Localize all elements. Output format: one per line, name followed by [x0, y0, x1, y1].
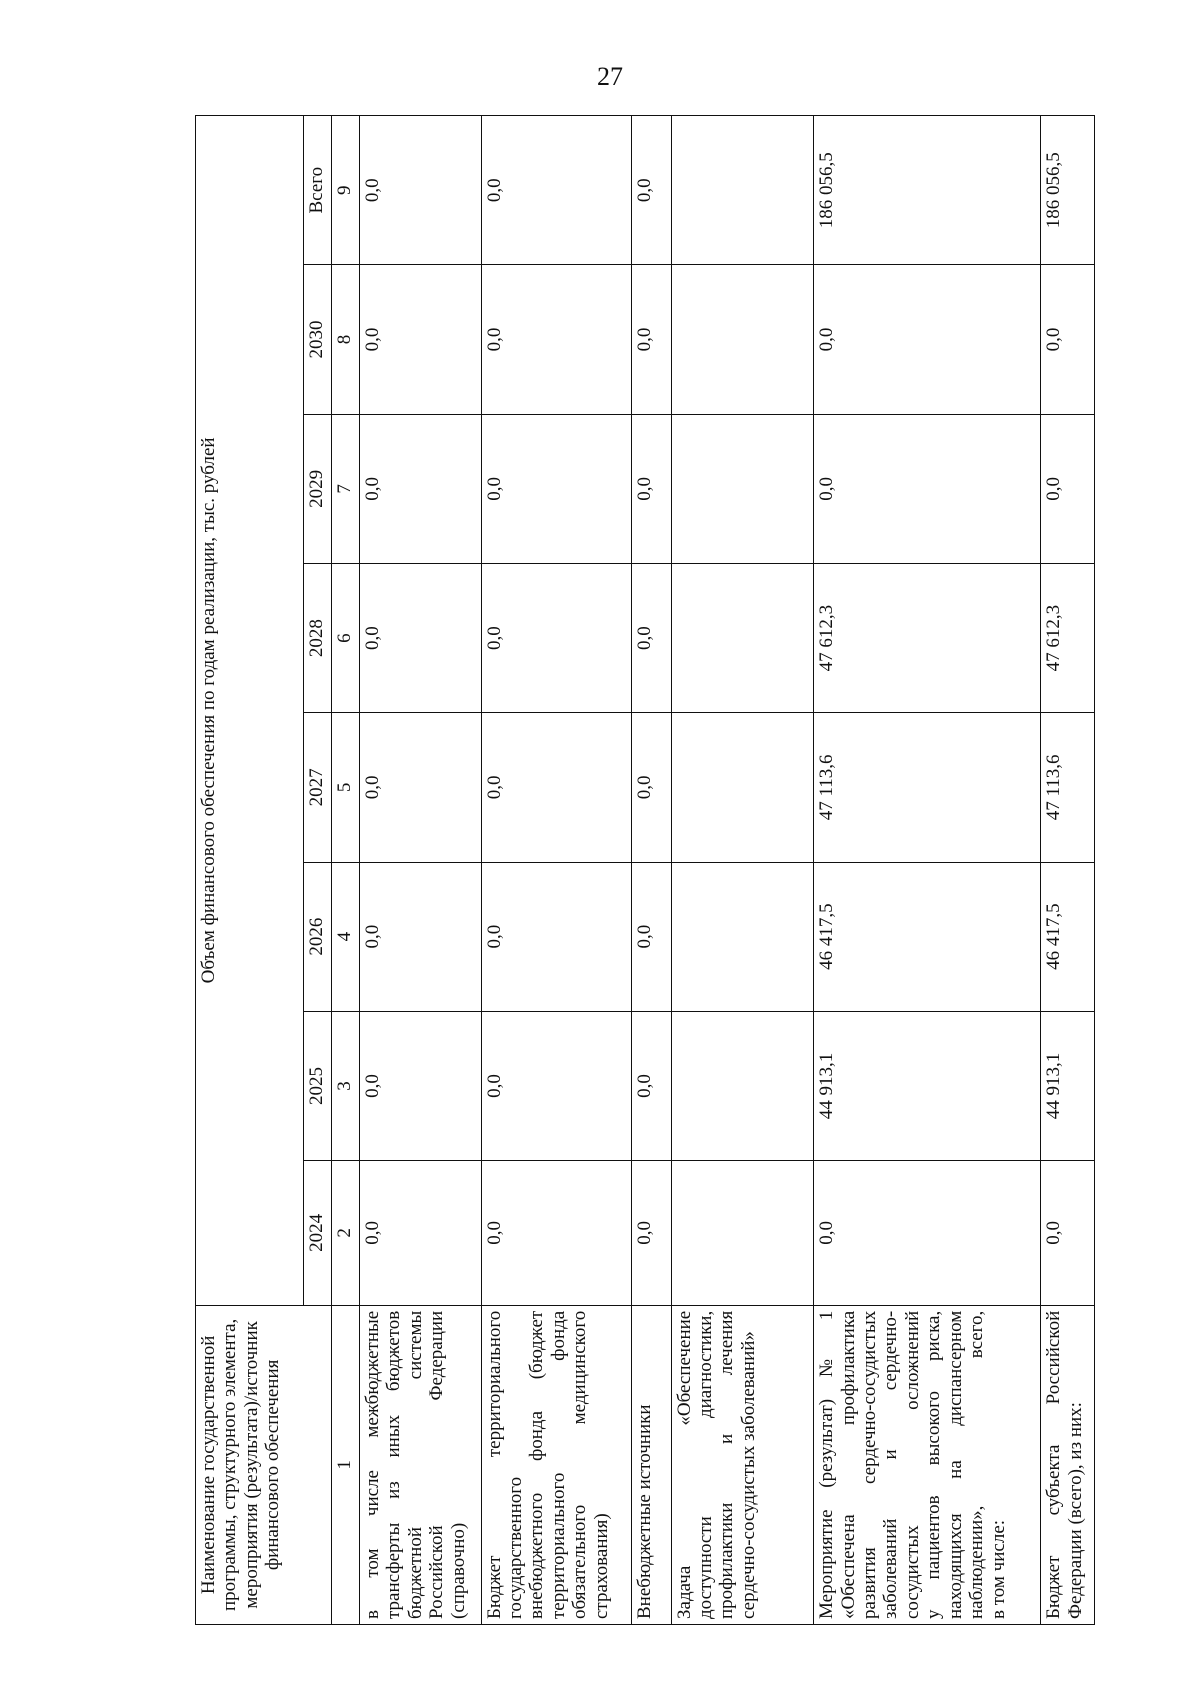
financing-table — [195, 115, 1095, 1625]
row-name-line: Задача «Обеспечение — [673, 1310, 695, 1619]
row-name-line: Российской Федерации — [426, 1310, 448, 1619]
table-body — [196, 116, 1095, 1625]
year-value-cell: 0,0 — [359, 563, 481, 712]
year-value-cell — [671, 563, 814, 712]
year-value-cell: 0,0 — [814, 414, 1041, 563]
year-value-cell: 0,0 — [1041, 265, 1095, 414]
row-name-line: Внебюджетные источники — [634, 1404, 656, 1619]
row-name-line: профилактики и лечения — [716, 1310, 738, 1619]
year-header: 2026 — [304, 862, 332, 1011]
column-number: 3 — [332, 1011, 359, 1160]
table-row — [671, 116, 814, 1625]
row-name-line: Федерации (всего), из них: — [1064, 1402, 1086, 1619]
row-name-cell — [814, 1305, 1041, 1624]
row-name-line: Мероприятие (результат) № 1 — [816, 1310, 838, 1619]
year-value-cell: 0,0 — [632, 862, 671, 1011]
page-number: 27 — [597, 62, 623, 91]
year-value-cell: 0,0 — [632, 1011, 671, 1160]
year-value-cell: 46 417,5 — [1041, 862, 1095, 1011]
row-name-line: находящихся на диспансерном — [944, 1310, 966, 1619]
row-name-cell — [632, 1305, 671, 1624]
row-name-line: трансферты из иных бюджетов — [383, 1310, 405, 1619]
row-name-line: в том числе межбюджетные — [361, 1310, 383, 1619]
year-header: 2027 — [304, 713, 332, 862]
column-number: 4 — [332, 862, 359, 1011]
total-value-cell: 0,0 — [359, 116, 481, 265]
table-row — [481, 116, 632, 1625]
year-header: 2025 — [304, 1011, 332, 1160]
year-value-cell: 0,0 — [814, 265, 1041, 414]
row-name-cell — [671, 1305, 814, 1624]
year-value-cell: 0,0 — [359, 1011, 481, 1160]
row-name-cell — [481, 1305, 632, 1624]
year-value-cell: 0,0 — [359, 713, 481, 862]
year-value-cell: 0,0 — [632, 563, 671, 712]
row-name-line: заболеваний и сердечно- — [880, 1310, 902, 1619]
year-value-cell: 0,0 — [481, 414, 632, 563]
total-value-cell: 186 056,5 — [1041, 116, 1095, 265]
total-value-cell: 186 056,5 — [814, 116, 1041, 265]
column-number: 6 — [332, 563, 359, 712]
year-value-cell: 0,0 — [632, 414, 671, 563]
year-header: 2024 — [304, 1161, 332, 1306]
year-value-cell: 0,0 — [481, 265, 632, 414]
year-value-cell: 0,0 — [359, 862, 481, 1011]
total-header: Всего — [304, 116, 332, 265]
row-name-line: сосудистых осложнений — [901, 1310, 923, 1619]
header-row — [196, 116, 304, 1625]
column-number: 8 — [332, 265, 359, 414]
year-value-cell — [671, 713, 814, 862]
year-value-cell: 0,0 — [814, 1161, 1041, 1306]
table-row — [1041, 116, 1095, 1625]
year-header: 2029 — [304, 414, 332, 563]
row-name-cell — [359, 1305, 481, 1624]
year-value-cell: 47 113,6 — [1041, 713, 1095, 862]
row-name-line: (справочно) — [447, 1522, 469, 1619]
year-value-cell: 47 612,3 — [814, 563, 1041, 712]
year-value-cell: 0,0 — [1041, 1161, 1095, 1306]
row-name-line: внебюджетного фонда (бюджет — [526, 1310, 548, 1619]
row-name-line: территориального фонда — [547, 1310, 569, 1619]
year-value-cell: 46 417,5 — [814, 862, 1041, 1011]
year-value-cell: 0,0 — [1041, 414, 1095, 563]
year-value-cell: 0,0 — [481, 1161, 632, 1306]
row-name-line: доступности диагностики, — [694, 1310, 716, 1619]
year-value-cell: 0,0 — [359, 265, 481, 414]
year-value-cell: 0,0 — [481, 1011, 632, 1160]
year-value-cell — [671, 862, 814, 1011]
year-value-cell — [671, 1161, 814, 1306]
row-name-line: страхования) — [590, 1513, 612, 1619]
year-value-cell: 0,0 — [481, 862, 632, 1011]
year-value-cell — [671, 265, 814, 414]
row-name-line: Бюджет территориального — [483, 1310, 505, 1619]
year-value-cell: 0,0 — [481, 563, 632, 712]
column-number: 9 — [332, 116, 359, 265]
year-value-cell: 0,0 — [632, 713, 671, 862]
row-name-cell — [1041, 1305, 1095, 1624]
row-name-line: у пациентов высокого риска, — [923, 1310, 945, 1619]
table-row — [359, 116, 481, 1625]
year-value-cell — [671, 414, 814, 563]
row-name-line: в том числе: — [987, 1519, 1009, 1619]
year-value-cell: 0,0 — [481, 713, 632, 862]
column-number: 7 — [332, 414, 359, 563]
row-name-line: Бюджет субъекта Российской — [1043, 1310, 1065, 1619]
total-value-cell — [671, 116, 814, 265]
total-value-cell: 0,0 — [481, 116, 632, 265]
year-value-cell: 47 113,6 — [814, 713, 1041, 862]
year-value-cell: 44 913,1 — [814, 1011, 1041, 1160]
year-value-cell: 47 612,3 — [1041, 563, 1095, 712]
column-number: 1 — [332, 1305, 359, 1624]
year-header: 2028 — [304, 563, 332, 712]
row-name-line: государственного — [504, 1476, 526, 1619]
year-header: 2030 — [304, 265, 332, 414]
column-number: 2 — [332, 1161, 359, 1306]
row-name-line: «Обеспечена профилактика — [837, 1310, 859, 1619]
rotated-table-container — [195, 115, 1095, 1625]
table-row — [814, 116, 1041, 1625]
row-name-line: обязательного медицинского — [569, 1310, 591, 1619]
year-value-cell — [671, 1011, 814, 1160]
row-name-line: развития сердечно-сосудистых — [858, 1310, 880, 1619]
header-group-cell: Объем финансового обеспечения по годам реализации, тыс. рублей — [196, 116, 304, 1306]
column-number: 5 — [332, 713, 359, 862]
year-value-cell: 0,0 — [632, 1161, 671, 1306]
year-value-cell: 0,0 — [632, 265, 671, 414]
row-name-line: наблюдении», всего, — [966, 1310, 988, 1619]
year-value-cell: 0,0 — [359, 414, 481, 563]
row-name-line: сердечно-сосудистых заболеваний» — [737, 1331, 759, 1619]
table-row — [632, 116, 671, 1625]
column-numbers-row — [332, 116, 359, 1625]
year-value-cell: 0,0 — [359, 1161, 481, 1306]
header-name-cell: Наименование государственной программы, структурного элемента, мероприятия (результата)/источник финансового обеспечения — [196, 1305, 332, 1624]
row-name-line: бюджетной системы — [404, 1310, 426, 1619]
year-value-cell: 44 913,1 — [1041, 1011, 1095, 1160]
total-value-cell: 0,0 — [632, 116, 671, 265]
